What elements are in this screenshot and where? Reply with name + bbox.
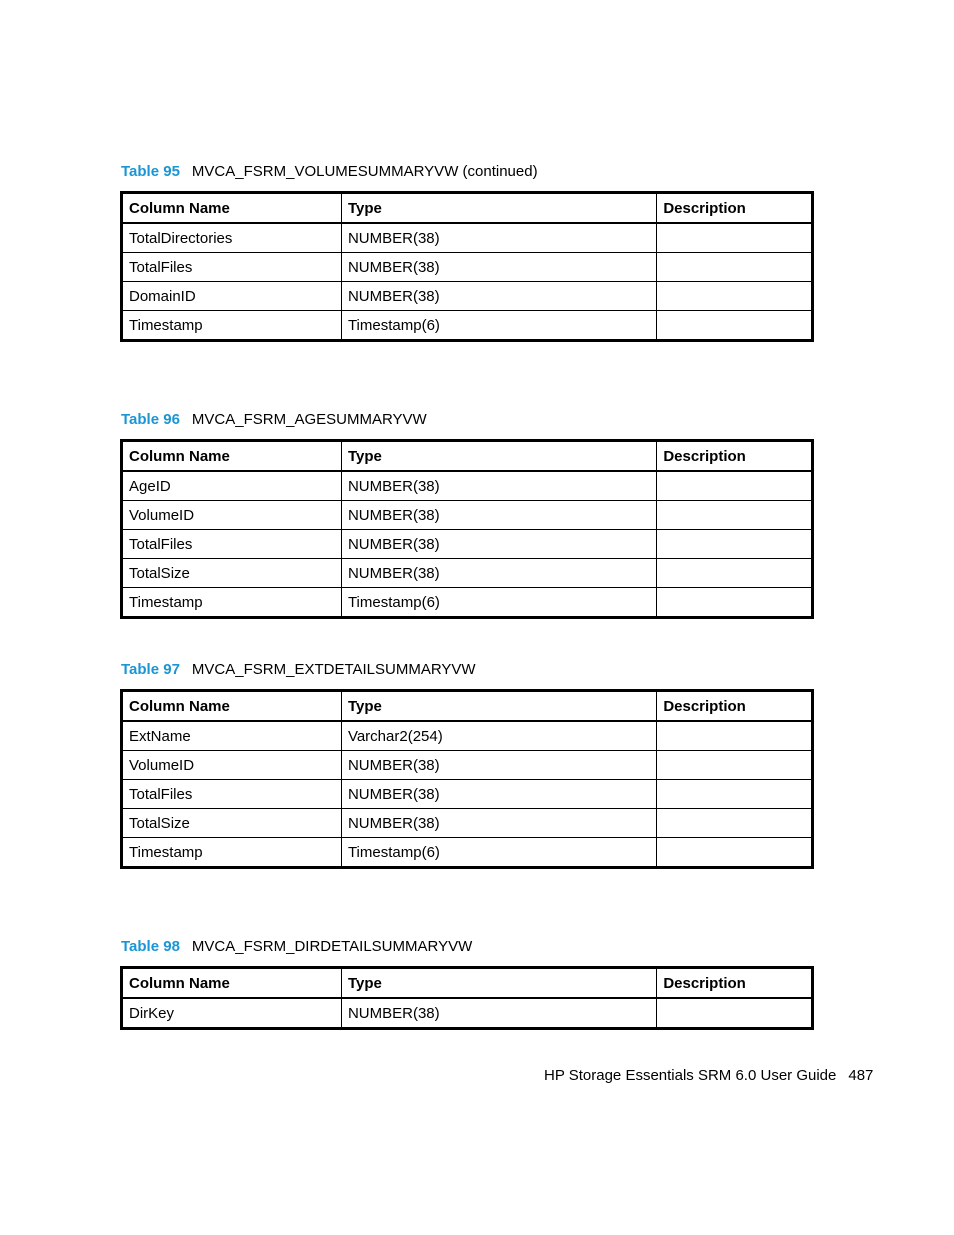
cell-description — [657, 282, 813, 311]
table-96 — [120, 439, 814, 619]
cell-description — [657, 751, 813, 780]
cell-column-name: DirKey — [122, 998, 342, 1029]
cell-type: Timestamp(6) — [341, 311, 656, 341]
cell-column-name: Timestamp — [122, 311, 342, 341]
cell-type: Varchar2(254) — [341, 721, 656, 751]
cell-type: NUMBER(38) — [341, 809, 656, 838]
cell-type: NUMBER(38) — [341, 780, 656, 809]
cell-column-name: DomainID — [122, 282, 342, 311]
table-header-row — [122, 441, 813, 472]
cell-description — [657, 998, 813, 1029]
cell-type: Timestamp(6) — [341, 838, 656, 868]
cell-column-name: TotalSize — [122, 809, 342, 838]
header-type: Type — [341, 691, 656, 722]
table-title: MVCA_FSRM_EXTDETAILSUMMARYVW — [191, 661, 476, 678]
table-row — [122, 282, 813, 311]
cell-column-name: ExtName — [122, 721, 342, 751]
cell-column-name: Timestamp — [122, 588, 342, 618]
table-96-caption — [121, 411, 427, 429]
table-row — [122, 809, 813, 838]
cell-type: NUMBER(38) — [341, 471, 656, 501]
table-row — [122, 559, 813, 588]
table-row — [122, 311, 813, 341]
table-title: MVCA_FSRM_AGESUMMARYVW — [191, 411, 427, 428]
table-row — [122, 780, 813, 809]
table-label: Table 97 — [121, 661, 180, 678]
cell-type: NUMBER(38) — [341, 223, 656, 253]
cell-type: NUMBER(38) — [341, 530, 656, 559]
cell-column-name: Timestamp — [122, 838, 342, 868]
table-label: Table 96 — [121, 411, 180, 428]
cell-description — [657, 471, 813, 501]
cell-column-name: AgeID — [122, 471, 342, 501]
table-title: MVCA_FSRM_VOLUMESUMMARYVW (continued) — [191, 163, 538, 180]
cell-description — [657, 311, 813, 341]
header-type: Type — [341, 968, 656, 999]
table-title: MVCA_FSRM_DIRDETAILSUMMARYVW — [191, 938, 473, 955]
cell-type: NUMBER(38) — [341, 998, 656, 1029]
cell-description — [657, 530, 813, 559]
table-header-row — [122, 968, 813, 999]
table-label: Table 98 — [121, 938, 180, 955]
header-description: Description — [657, 441, 813, 472]
header-column-name: Column Name — [122, 193, 342, 224]
cell-description — [657, 223, 813, 253]
table-95-caption — [121, 163, 538, 181]
table-row — [122, 223, 813, 253]
header-description: Description — [657, 193, 813, 224]
cell-description — [657, 780, 813, 809]
cell-description — [657, 588, 813, 618]
table-row — [122, 751, 813, 780]
header-column-name: Column Name — [122, 691, 342, 722]
table-row — [122, 721, 813, 751]
cell-type: NUMBER(38) — [341, 253, 656, 282]
cell-description — [657, 253, 813, 282]
table-row — [122, 530, 813, 559]
header-description: Description — [657, 691, 813, 722]
header-type: Type — [341, 441, 656, 472]
guide-title: HP Storage Essentials SRM 6.0 User Guide — [544, 1067, 837, 1084]
table-row — [122, 471, 813, 501]
cell-column-name: VolumeID — [122, 501, 342, 530]
header-column-name: Column Name — [122, 968, 342, 999]
cell-column-name: TotalFiles — [122, 253, 342, 282]
cell-description — [657, 721, 813, 751]
cell-column-name: TotalFiles — [122, 530, 342, 559]
table-98-caption — [121, 938, 472, 956]
table-header-row — [122, 691, 813, 722]
table-label: Table 95 — [121, 163, 180, 180]
table-98 — [120, 966, 814, 1030]
cell-description — [657, 838, 813, 868]
cell-column-name: VolumeID — [122, 751, 342, 780]
cell-column-name: TotalFiles — [122, 780, 342, 809]
page-footer — [544, 1067, 873, 1084]
cell-type: NUMBER(38) — [341, 559, 656, 588]
cell-description — [657, 501, 813, 530]
cell-type: NUMBER(38) — [341, 501, 656, 530]
table-row — [122, 588, 813, 618]
cell-description — [657, 809, 813, 838]
cell-type: NUMBER(38) — [341, 751, 656, 780]
page-number: 487 — [848, 1067, 874, 1084]
table-95 — [120, 191, 814, 342]
header-column-name: Column Name — [122, 441, 342, 472]
table-row — [122, 501, 813, 530]
table-row — [122, 998, 813, 1029]
cell-type: Timestamp(6) — [341, 588, 656, 618]
table-row — [122, 838, 813, 868]
cell-description — [657, 559, 813, 588]
table-97-caption — [121, 661, 476, 679]
cell-type: NUMBER(38) — [341, 282, 656, 311]
table-row — [122, 253, 813, 282]
cell-column-name: TotalSize — [122, 559, 342, 588]
table-97 — [120, 689, 814, 869]
header-type: Type — [341, 193, 656, 224]
cell-column-name: TotalDirectories — [122, 223, 342, 253]
header-description: Description — [657, 968, 813, 999]
table-header-row — [122, 193, 813, 224]
